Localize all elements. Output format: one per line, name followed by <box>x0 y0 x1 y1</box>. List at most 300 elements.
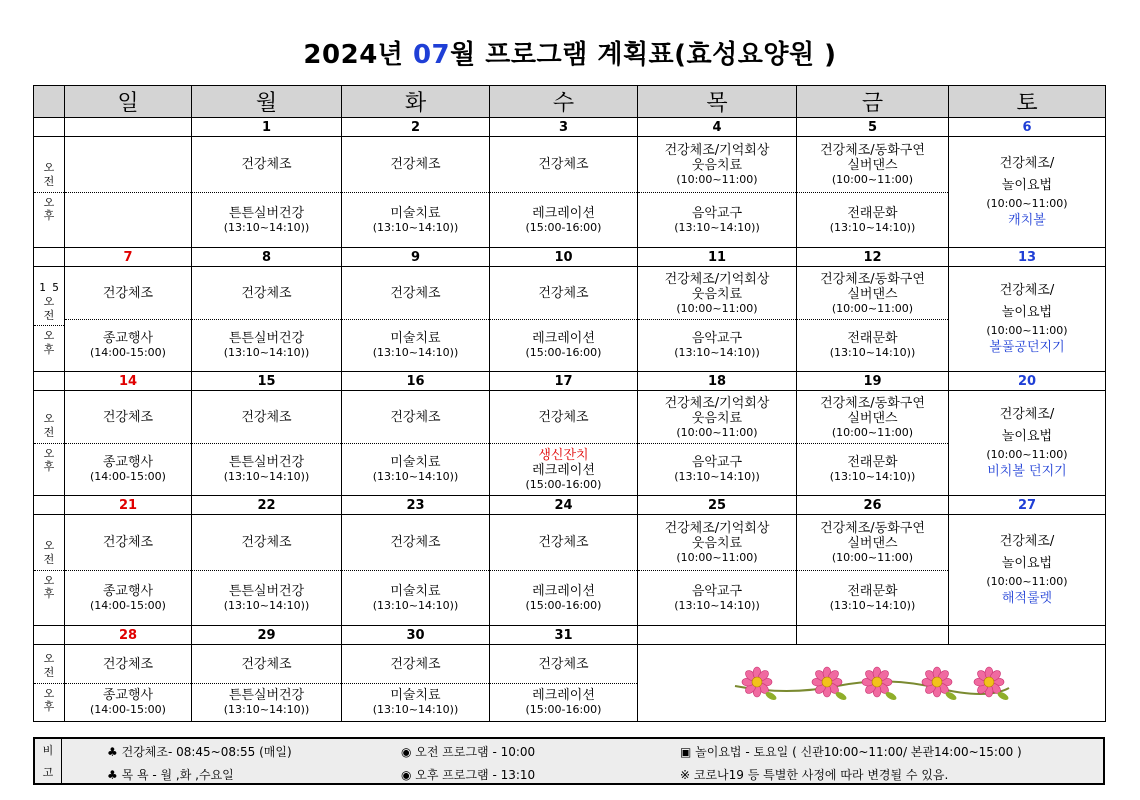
pm-program <box>192 319 341 371</box>
am-program <box>65 515 191 571</box>
pm-program-text: (13:10~14:10)) <box>223 470 310 483</box>
pm-label-char: 오 <box>43 686 55 700</box>
am-program <box>638 137 796 193</box>
am-program-text: 건강체조 <box>538 157 589 172</box>
pm-program-text: (13:10~14:10)) <box>674 598 760 612</box>
pm-program-text: (15:00-16:00) <box>525 346 602 359</box>
day-program-cell <box>192 645 342 722</box>
birthday-party-text: 생신잔치 <box>538 447 589 463</box>
am-program-text: (10:00~11:00) <box>676 551 758 564</box>
pm-program <box>192 443 341 495</box>
note-exercise: ♣ 건강체조- 08:45~08:55 (매일) <box>107 745 292 759</box>
pm-program-text: (13:10~14:10)) <box>372 703 459 716</box>
day-program-cell <box>342 137 490 248</box>
am-program-text: 건강체조 <box>241 656 292 672</box>
day-program-cell <box>490 645 638 722</box>
am-program <box>342 645 489 684</box>
am-program <box>192 267 341 320</box>
pm-program-text: 음악교구 <box>691 331 743 346</box>
date-number: 26 <box>797 496 949 515</box>
date-number <box>638 626 797 645</box>
pm-program-text: (13:10~14:10)) <box>829 346 916 359</box>
day-program <box>192 137 341 247</box>
ampm-label <box>34 137 65 248</box>
saturday-program-text: 건강체조/ <box>999 155 1055 171</box>
am-program <box>797 515 948 571</box>
day-program <box>65 515 191 625</box>
pm-program-text: (13:10~14:10)) <box>223 220 310 234</box>
pm-program-text: 음악교구 <box>691 455 743 470</box>
day-program <box>65 645 191 721</box>
date-row-label <box>34 372 65 391</box>
pm-program <box>65 192 191 247</box>
pm-program-text: (13:10~14:10)) <box>674 470 760 483</box>
notes-box <box>33 737 1105 785</box>
date-number: 12 <box>797 248 949 267</box>
pm-program <box>342 570 489 625</box>
am-program-text: 건강체조 <box>241 285 292 301</box>
ampm-divider <box>34 192 64 193</box>
saturday-program <box>949 280 1105 359</box>
am-program-text: 실버댄스 <box>847 158 898 173</box>
day-program <box>490 391 637 495</box>
ampm-label <box>34 515 65 626</box>
day-program-cell <box>797 137 949 248</box>
pm-program <box>65 319 191 371</box>
ampm-label <box>34 645 65 722</box>
pm-program <box>192 570 341 625</box>
saturday-program-cell <box>949 267 1106 372</box>
am-program-text: 웃음치료 <box>691 410 743 426</box>
date-number: 4 <box>638 118 797 137</box>
am-program-text: 건강체조 <box>390 409 441 425</box>
program-row <box>34 137 1106 248</box>
date-number: 6 <box>949 118 1106 137</box>
date-row <box>34 496 1106 515</box>
am-program <box>638 515 796 571</box>
pm-program-text: (14:00-15:00) <box>90 703 166 716</box>
am-program <box>65 645 191 684</box>
pm-program-text: 미술치료 <box>390 688 441 703</box>
day-program <box>342 137 489 247</box>
flower-garland-icon <box>727 658 1017 708</box>
date-number: 24 <box>490 496 638 515</box>
day-program <box>490 137 637 247</box>
am-program <box>192 515 341 571</box>
pm-program-text: 미술치료 <box>390 205 441 221</box>
pm-program-text: (13:10~14:10)) <box>372 346 459 359</box>
am-program-text: 건강체조 <box>538 285 589 301</box>
saturday-program-text: (10:00~11:00) <box>986 196 1068 210</box>
date-number <box>797 626 949 645</box>
page-title: 2024년 07월 프로그램 계획표(효성요양원 ) <box>303 40 837 70</box>
day-program <box>192 267 341 371</box>
day-program-cell <box>65 267 192 372</box>
am-program <box>490 137 637 193</box>
am-program-text: 건강체조 <box>241 157 292 172</box>
note-play-therapy: ▣ 놀이요법 - 토요일 ( 신관10:00~11:00/ 본관14:00~15:00 ) <box>680 745 1022 759</box>
day-program <box>342 515 489 625</box>
play-activity-text: 볼풀공던지기 <box>989 339 1065 355</box>
date-number <box>949 626 1106 645</box>
day-program <box>342 267 489 371</box>
day-program <box>638 267 796 371</box>
pm-program-text: 종교행사 <box>102 583 154 599</box>
weekday-header: 수 <box>490 86 638 118</box>
pm-program-text: (15:00-16:00) <box>525 477 602 491</box>
pm-label-char: 후 <box>43 209 55 223</box>
note-pm-program: ◉ 오후 프로그램 - 13:10 <box>401 768 536 782</box>
am-program-text: 웃음치료 <box>691 286 743 302</box>
am-program <box>797 137 948 193</box>
pm-program-text: 레크레이션 <box>532 331 595 346</box>
day-program <box>638 391 796 495</box>
day-program-cell <box>342 645 490 722</box>
pm-program-text: (13:10~14:10)) <box>829 220 916 234</box>
pm-label-char: 오 <box>43 446 55 460</box>
saturday-program <box>949 531 1105 610</box>
saturday-program-cell <box>949 137 1106 248</box>
program-row <box>34 645 1106 722</box>
am-program-text: 건강체조/기억회상 <box>664 271 770 287</box>
am-program <box>490 515 637 571</box>
pm-program <box>192 683 341 721</box>
pm-program-text: (13:10~14:10)) <box>372 470 459 483</box>
date-number: 3 <box>490 118 638 137</box>
saturday-program-cell <box>949 515 1106 626</box>
am-label-char: 전 <box>43 308 55 322</box>
pm-program-text: 튼튼실버건강 <box>228 688 305 703</box>
weekday-header: 화 <box>342 86 490 118</box>
day-program-cell <box>342 515 490 626</box>
pm-program <box>192 192 341 247</box>
day-program-cell <box>490 391 638 496</box>
pm-label-char: 후 <box>43 587 55 601</box>
am-program <box>342 515 489 571</box>
am-program-text: (10:00~11:00) <box>831 425 914 439</box>
date-row-label <box>34 626 65 645</box>
am-program <box>192 137 341 193</box>
day-program-cell <box>192 391 342 496</box>
program-row <box>34 267 1106 372</box>
pm-program-text: 레크레이션 <box>532 688 595 703</box>
date-number: 29 <box>192 626 342 645</box>
pm-program-text: 종교행사 <box>102 455 154 470</box>
am-program-text: 건강체조/동화구연 <box>820 271 925 287</box>
pm-program-text: (13:10~14:10)) <box>674 220 760 234</box>
date-number: 11 <box>638 248 797 267</box>
saturday-program-text: 건강체조/ <box>999 406 1055 422</box>
am-program-text: 건강체조 <box>102 535 154 550</box>
am-label-char: 오 <box>43 539 55 552</box>
pm-program-text: (13:10~14:10)) <box>223 598 310 612</box>
day-program <box>797 137 948 247</box>
day-program-cell <box>638 137 797 248</box>
pm-program <box>638 570 796 625</box>
am-program-text: 실버댄스 <box>847 410 898 426</box>
pm-program-text: (13:10~14:10)) <box>223 703 310 716</box>
pm-program <box>342 192 489 247</box>
pm-program-text: 전래문화 <box>847 583 898 599</box>
am-label-char: 오 <box>43 652 55 665</box>
am-program-text: 건강체조/동화구연 <box>820 143 925 158</box>
date-number: 14 <box>65 372 192 391</box>
am-program <box>797 391 948 444</box>
day-program <box>490 267 637 371</box>
am-label-char: 전 <box>43 425 55 439</box>
pm-program-text: (15:00-16:00) <box>525 220 602 234</box>
ampm-divider <box>34 325 64 326</box>
am-program-text: (10:00~11:00) <box>676 173 758 186</box>
am-program-text: 건강체조 <box>390 157 441 172</box>
day-program <box>65 267 191 371</box>
pm-program-text: 레크레이션 <box>532 583 595 599</box>
note-am-program: ◉ 오전 프로그램 - 10:00 <box>401 745 536 759</box>
saturday-program-text: 놀이요법 <box>1001 555 1053 571</box>
am-program <box>192 391 341 444</box>
am-label-char: 전 <box>43 552 55 566</box>
am-program <box>342 391 489 444</box>
am-program <box>65 137 191 193</box>
pm-program <box>797 443 948 495</box>
pm-program-text: 종교행사 <box>102 331 154 346</box>
pm-program-text: 종교행사 <box>102 688 154 703</box>
corner-cell <box>34 86 65 118</box>
saturday-program-text: 건강체조/ <box>999 533 1055 549</box>
saturday-program-text: (10:00~11:00) <box>986 447 1068 461</box>
am-label-char: 오 <box>43 294 55 308</box>
pm-program <box>65 683 191 721</box>
day-program <box>490 645 637 721</box>
pm-program-text: (15:00-16:00) <box>525 703 602 716</box>
date-number: 27 <box>949 496 1106 515</box>
am-program-text: 건강체조/동화구연 <box>820 395 925 411</box>
am-program-text: 건강체조 <box>241 535 292 550</box>
pm-program <box>490 683 637 721</box>
program-row <box>34 391 1106 496</box>
day-program <box>65 391 191 495</box>
date-number: 20 <box>949 372 1106 391</box>
pm-program-text: 튼튼실버건강 <box>228 583 305 599</box>
pm-program-text: 음악교구 <box>691 205 743 221</box>
date-number: 18 <box>638 372 797 391</box>
am-program-text: 건강체조/기억회상 <box>664 521 770 536</box>
play-activity-text: 비치볼 던지기 <box>987 463 1067 479</box>
pm-program <box>342 319 489 371</box>
am-program-text: 실버댄스 <box>847 536 898 551</box>
day-program-cell <box>342 391 490 496</box>
am-program-text: (10:00~11:00) <box>676 301 758 315</box>
am-program-text: 건강체조 <box>102 409 154 425</box>
ampm-label <box>34 391 65 496</box>
am-label-char: 전 <box>43 665 55 679</box>
am-program-text: 건강체조 <box>538 656 589 672</box>
saturday-program-text: (10:00~11:00) <box>986 323 1068 337</box>
pm-program-text: (13:10~14:10)) <box>372 220 459 234</box>
pm-program-text: 미술치료 <box>390 583 441 599</box>
saturday-program-text: (10:00~11:00) <box>986 574 1068 588</box>
day-program <box>797 515 948 625</box>
am-program <box>490 645 637 684</box>
am-program-text: 건강체조/기억회상 <box>664 395 770 411</box>
pm-program-text: 레크레이션 <box>532 462 595 478</box>
pm-label-char: 후 <box>43 343 55 357</box>
day-program-cell <box>490 267 638 372</box>
date-number: 1 <box>192 118 342 137</box>
day-program-cell <box>797 391 949 496</box>
weekday-header: 목 <box>638 86 797 118</box>
am-program <box>192 645 341 684</box>
day-program <box>192 515 341 625</box>
day-program-cell <box>797 267 949 372</box>
pm-label-char: 오 <box>43 195 55 209</box>
saturday-program <box>949 404 1105 483</box>
pm-program <box>65 443 191 495</box>
date-number: 25 <box>638 496 797 515</box>
weekday-header-row <box>34 86 1106 118</box>
pm-program <box>638 192 796 247</box>
play-activity-text: 해적룰렛 <box>1001 590 1053 606</box>
ampm-divider <box>34 443 64 444</box>
am-program-text: 실버댄스 <box>847 286 898 302</box>
day-program <box>490 515 637 625</box>
saturday-program-text: 건강체조/ <box>999 282 1055 298</box>
pm-label-char: 오 <box>43 573 55 587</box>
pm-program <box>638 319 796 371</box>
date-row-label <box>34 248 65 267</box>
date-number: 22 <box>192 496 342 515</box>
pm-program-text: 전래문화 <box>847 455 898 470</box>
date-number: 8 <box>192 248 342 267</box>
note-bath: ♣ 목 욕 - 월 ,화 ,수요일 <box>107 768 234 782</box>
pm-program-text: 미술치료 <box>390 455 441 470</box>
pm-program-text: (13:10~14:10)) <box>372 598 459 612</box>
pm-program <box>638 443 796 495</box>
day-program-cell <box>797 515 949 626</box>
am-program-text: 건강체조/기억회상 <box>664 143 770 158</box>
am-program-text: (10:00~11:00) <box>676 425 758 439</box>
date-row <box>34 118 1106 137</box>
day-program <box>192 645 341 721</box>
pm-label-char: 후 <box>43 700 55 714</box>
day-program <box>797 267 948 371</box>
weekday-header: 일 <box>65 86 192 118</box>
am-program <box>342 267 489 320</box>
note-covid: ※ 코로나19 등 특별한 사정에 따라 변경될 수 있음. <box>680 768 949 782</box>
pm-program-text: 미술치료 <box>390 331 441 346</box>
day-program-cell <box>65 515 192 626</box>
am-program-text: (10:00~11:00) <box>831 551 914 564</box>
pm-program-text: (13:10~14:10)) <box>829 470 916 483</box>
am-program-text: 건강체조 <box>538 535 589 550</box>
date-number <box>65 118 192 137</box>
pm-program-text: (13:10~14:10)) <box>674 346 760 359</box>
am-program-text: 건강체조 <box>390 285 441 301</box>
day-program-cell <box>65 645 192 722</box>
pm-program-text: 튼튼실버건강 <box>228 331 305 346</box>
am-program <box>342 137 489 193</box>
saturday-program-text: 놀이요법 <box>1001 428 1053 444</box>
weekday-header: 월 <box>192 86 342 118</box>
date-number: 5 <box>797 118 949 137</box>
day-program <box>638 137 796 247</box>
am-program-text: 건강체조 <box>390 535 441 550</box>
date-row <box>34 372 1106 391</box>
flower-decoration-cell <box>638 645 1106 722</box>
pm-program <box>342 683 489 721</box>
date-row <box>34 626 1106 645</box>
day-program <box>342 645 489 721</box>
saturday-program-text: 놀이요법 <box>1001 304 1053 320</box>
date-number: 30 <box>342 626 490 645</box>
day-program-cell <box>192 267 342 372</box>
pm-program <box>490 192 637 247</box>
pm-program <box>797 570 948 625</box>
date-number: 17 <box>490 372 638 391</box>
date-row <box>34 248 1106 267</box>
am-program-text: 건강체조 <box>390 656 441 672</box>
pm-label-char: 후 <box>43 460 55 474</box>
day-program <box>342 391 489 495</box>
pm-program <box>490 570 637 625</box>
pm-program-text: (14:00-15:00) <box>90 598 166 612</box>
weekday-header: 금 <box>797 86 949 118</box>
am-program <box>638 267 796 320</box>
am-program <box>65 267 191 320</box>
program-row <box>34 515 1106 626</box>
program-calendar <box>33 85 1106 722</box>
weekday-header: 토 <box>949 86 1106 118</box>
pm-program-text: 튼튼실버건강 <box>228 205 305 221</box>
date-number: 28 <box>65 626 192 645</box>
date-number: 10 <box>490 248 638 267</box>
pm-program-text: (14:00-15:00) <box>90 470 166 483</box>
saturday-program-text: 놀이요법 <box>1001 177 1053 193</box>
pm-program <box>490 443 637 495</box>
pm-program-text: (15:00-16:00) <box>525 598 602 612</box>
am-program-text: 웃음치료 <box>691 536 743 551</box>
day-program-cell <box>192 137 342 248</box>
saturday-program-cell <box>949 391 1106 496</box>
pm-program-text: 음악교구 <box>691 583 743 599</box>
pm-program-text: 튼튼실버건강 <box>228 455 305 470</box>
am-program-text: 건강체조 <box>102 656 154 672</box>
date-number: 7 <box>65 248 192 267</box>
pm-label-char: 오 <box>43 329 55 343</box>
day-program-cell <box>490 137 638 248</box>
day-program-cell <box>638 515 797 626</box>
am-program-text: 웃음치료 <box>691 158 743 173</box>
day-program-cell <box>192 515 342 626</box>
pm-program-text: (14:00-15:00) <box>90 346 166 359</box>
am-label-char: 1 5 <box>39 281 59 295</box>
day-program-cell <box>65 391 192 496</box>
am-label-char: 전 <box>43 174 55 188</box>
am-label-char: 오 <box>43 161 55 174</box>
date-number: 23 <box>342 496 490 515</box>
date-number: 16 <box>342 372 490 391</box>
am-program <box>490 391 637 444</box>
date-number: 9 <box>342 248 490 267</box>
am-program-text: 건강체조 <box>241 409 292 425</box>
pm-program <box>797 192 948 247</box>
am-program <box>797 267 948 320</box>
am-program-text: (10:00~11:00) <box>831 301 914 315</box>
am-program <box>65 391 191 444</box>
play-activity-text: 캐치볼 <box>1008 212 1046 228</box>
day-program-cell <box>490 515 638 626</box>
date-number: 19 <box>797 372 949 391</box>
